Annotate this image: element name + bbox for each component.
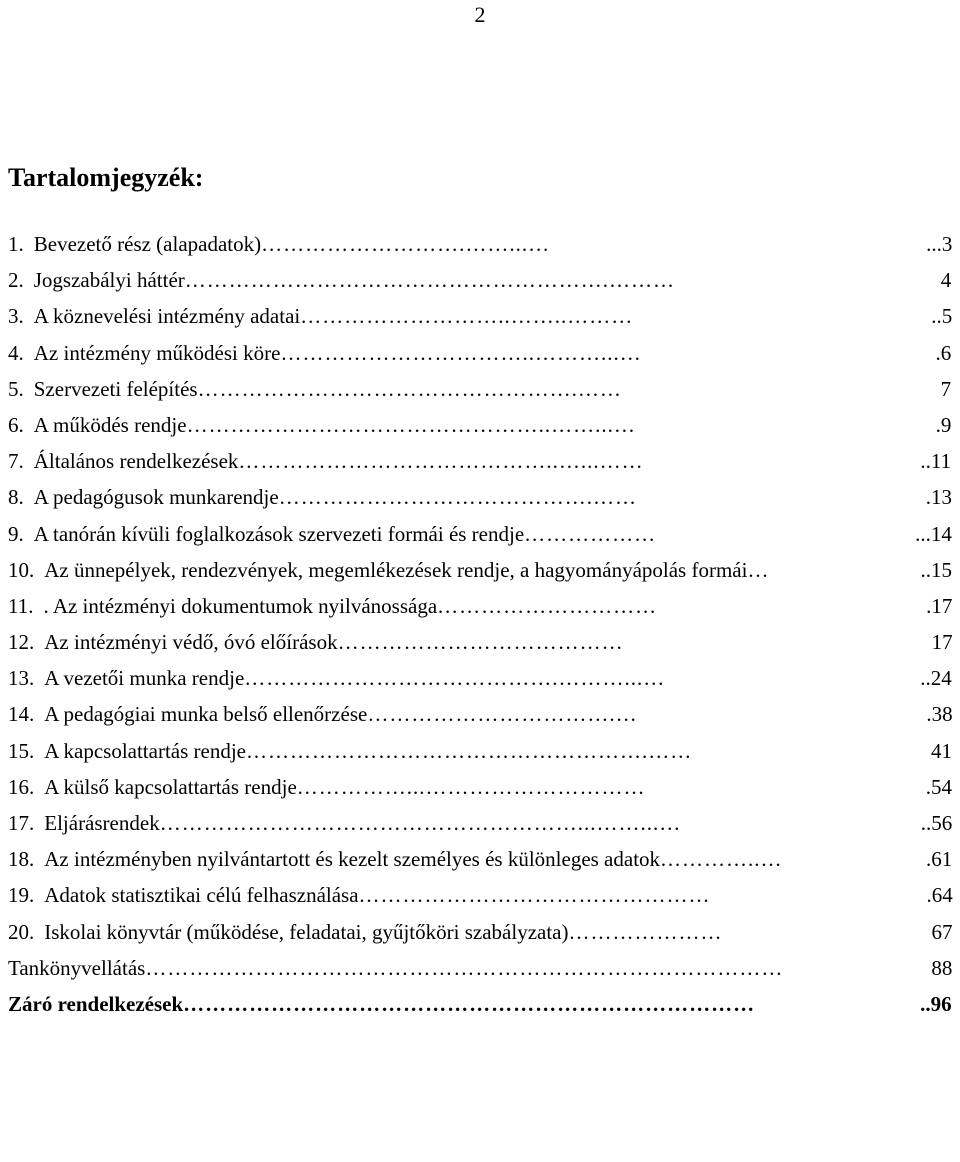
toc-entry[interactable] [8,226,956,262]
toc-entry-page: 7 [940,376,952,401]
toc-entry-page: .54 [925,774,953,799]
toc-entry-number: 10. [8,557,35,582]
toc-entry-leader: ……………………………..………...… [280,340,642,365]
toc-entry-leader: ………………………… [437,593,658,618]
toc-entry-text: A kapcsolattartás rendje [44,738,247,763]
toc-entry-text: Jogszabályi háttér [33,268,185,293]
toc-entry[interactable] [8,696,956,732]
toc-entry-number: 6. [8,412,24,437]
toc-entry[interactable] [8,914,956,950]
toc-entry-text: Adatok statisztikai célú felhasználása [44,883,359,908]
toc-entry-leader: …………………………………….…… [278,485,637,510]
toc-entry-text: Az intézményben nyilvántartott és kezelt személyes és különleges adatok [44,847,661,872]
toc-entry-text: Tankönyvellátás [8,955,146,980]
toc-entry-leader: ……………………….……...… [261,232,551,256]
toc-entry-page: 41 [931,738,953,763]
toc-entry[interactable] [8,805,956,841]
toc-entry-page: 67 [931,919,953,944]
toc-entry-page: .38 [926,702,953,727]
toc-entry[interactable] [8,733,956,769]
toc-entry-page: .64 [926,883,953,908]
toc-entry-page: .61 [926,847,953,872]
toc-entry-leader: …………………………………………….…… [197,376,622,401]
toc-entry-text: Az intézményi védő, óvó előírások [44,630,338,655]
toc-entry-page: .13 [925,485,952,510]
toc-entry-text: Iskolai könyvtár (működése, feladatai, gyűjtőköri szabályzata) [44,919,569,944]
toc-entry-leader: ………………………………………………….……… [184,268,676,293]
toc-entry-leader: ………………………..……..……… [300,304,634,329]
toc-entry-number: 19. [8,883,35,908]
toc-entry-number: 16. [8,774,35,799]
toc-entry-number: 9. [8,521,24,546]
toc-entry[interactable] [8,443,956,479]
toc-entry-page: ..11 [920,449,952,474]
toc-entry-number: 18. [8,847,35,872]
toc-entry-text: Szervezeti felépítés [33,376,198,401]
toc-entry-leader: …………………………………………………………………………… [145,955,784,980]
toc-entry-number: 14. [8,702,35,727]
toc-entry-text: Bevezető rész (alapadatok) [33,232,262,256]
toc-entry-text: Záró rendelkezések [8,991,184,1016]
toc-entry-page: ...14 [915,521,952,546]
toc-entry-leader: …………………………………………………...……...… [159,811,682,835]
toc-entry-page: .9 [935,412,952,437]
toc-entry-text: A külső kapcsolattartás rendje [44,774,297,799]
toc-entry-page: ...3 [926,232,953,256]
toc-entry-number: 5. [8,376,24,401]
toc-entry-leader: ……………...………………………… [296,774,646,799]
toc-entry[interactable] [8,298,956,334]
toc-entry-leader: … [747,557,770,582]
toc-entry-number: 13. [8,666,35,691]
toc-entry-leader: ………………… [568,919,723,944]
toc-entry[interactable] [8,660,956,696]
toc-entry-number: 8. [8,485,24,510]
toc-entry-text: Eljárásrendek [44,811,160,835]
toc-entry-text: A pedagógusok munkarendje [33,485,279,510]
toc-entry[interactable] [8,371,956,407]
toc-entry-leader: …………………………………….………...… [244,666,666,691]
toc-entry-number: 15. [8,738,35,763]
toc-entry-text: Általános rendelkezések [33,449,239,474]
toc-entry-leader: ………………………………… [337,630,624,655]
toc-entry-page: ..15 [920,557,952,582]
toc-entry[interactable] [8,588,956,624]
toc-entry[interactable] [8,262,956,298]
toc-entry-number: 3. [8,304,24,329]
toc-entry-leader: …………..… [660,847,783,872]
toc-entry-leader: ……………… [524,521,657,546]
toc-entry-text: Az intézmény működési köre [33,340,281,365]
toc-entry-page: .6 [935,340,952,365]
toc-entry-page: ..96 [920,991,952,1016]
toc-entry-leader: …………………………………………..……...… [186,412,636,437]
toc-entry[interactable] [8,552,956,588]
toc-entry-leader: ……………………………………………….…… [246,738,693,763]
toc-entry[interactable] [8,986,956,1022]
toc-entry-text: A működés rendje [33,412,187,437]
toc-entry-page: .17 [926,593,953,618]
toc-entry-number: 1. [8,232,24,256]
toc-entry-text: A pedagógiai munka belső ellenőrzése [44,702,368,727]
toc-entry-page: ..24 [920,666,952,691]
toc-entry-page: 4 [940,268,952,293]
toc-entry[interactable] [8,516,956,552]
toc-entry-page: ..56 [920,811,953,835]
toc-entry-leader: …………………………….… [367,702,638,727]
toc-entry[interactable] [8,479,956,515]
toc-entry-text: A köznevelési intézmény adatai [33,304,301,329]
toc-entry-text: A tanórán kívüli foglalkozások szervezeti formái és rendje [33,521,525,546]
toc-entry-number: 11. [8,593,34,618]
table-of-contents [8,226,956,1022]
toc-entry[interactable] [8,335,956,371]
toc-entry-page: 88 [931,955,953,980]
toc-entry-number: 4. [8,340,24,365]
toc-entry-text: Az ünnepélyek, rendezvények, megemlékezések rendje, a hagyományápolás formái [44,557,748,582]
toc-entry-number: 7. [8,449,24,474]
toc-entry-number: 12. [8,630,35,655]
toc-entry-number: 20. [8,919,35,944]
toc-entry-number: 2. [8,268,24,293]
toc-entry[interactable] [8,769,956,805]
toc-entry-leader: …………………………………………………………………… [183,991,756,1016]
toc-entry-leader: ………………………………………… [358,883,711,908]
toc-entry-page: 17 [931,630,953,655]
toc-entry-page: ..5 [931,304,953,329]
toc-entry-text: . Az intézményi dokumentumok nyilvánossága [43,593,438,618]
toc-entry[interactable] [8,877,956,913]
page-number: 2 [474,2,486,27]
toc-title: Tartalomjegyzék: [8,163,204,192]
toc-entry-text: A vezetői munka rendje [44,666,245,691]
toc-entry[interactable] [8,841,956,877]
toc-entry[interactable] [8,950,956,986]
toc-entry-leader: ……………………………………..…...…… [238,449,644,474]
toc-entry[interactable] [8,407,956,443]
toc-entry[interactable] [8,624,956,660]
toc-entry-number: 17. [8,811,35,835]
